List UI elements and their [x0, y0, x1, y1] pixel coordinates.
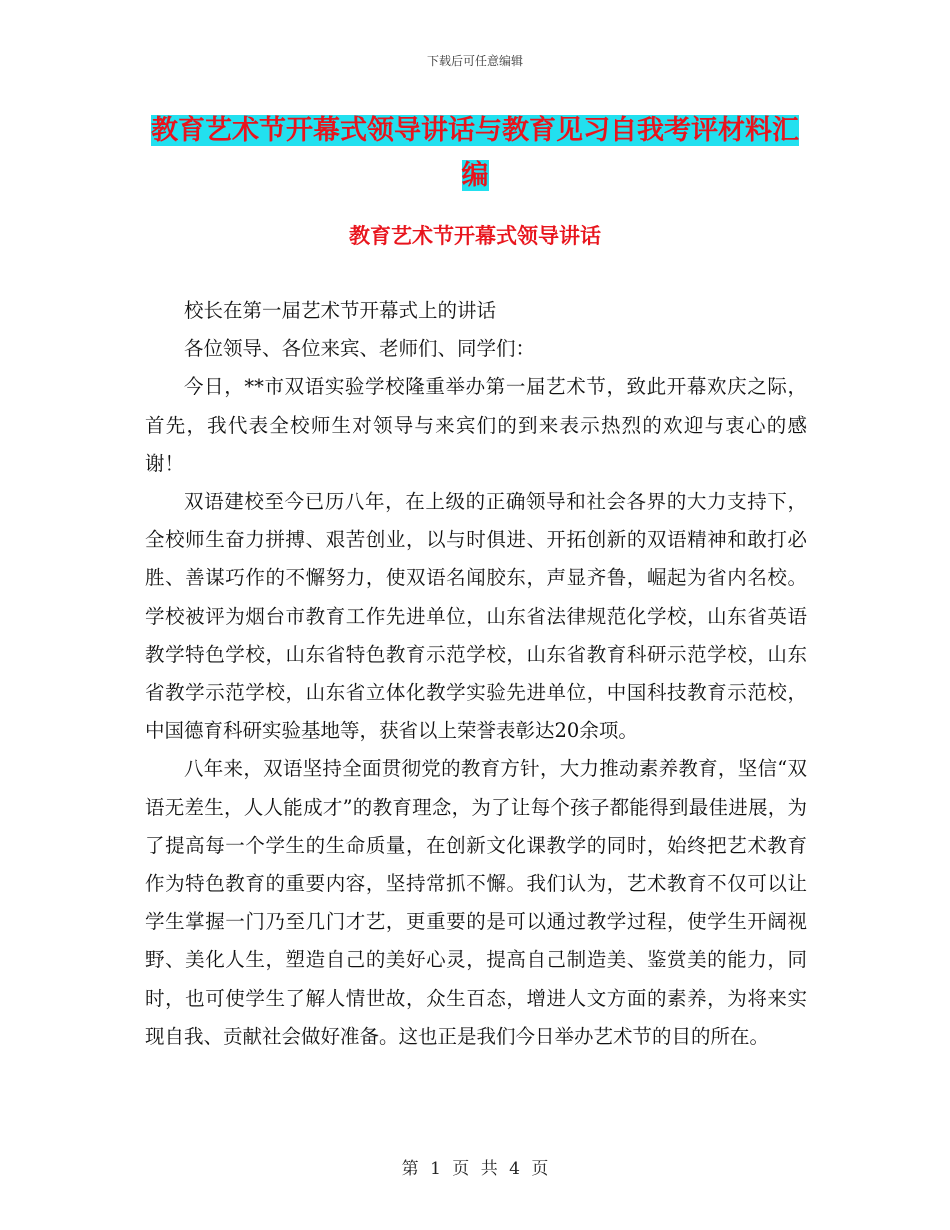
page-header-note: 下载后可任意编辑 — [426, 54, 523, 68]
paragraph: 今日，**市双语实验学校隆重举办第一届艺术节，致此开幕欢庆之际，首先，我代表全校师生对领导与来宾们的到来表示热烈的欢迎与衷心的感谢！ — [145, 375, 807, 475]
paragraph: 校长在第一届艺术节开幕式上的讲话 — [184, 299, 497, 322]
document-title — [145, 108, 805, 198]
paragraph: 双语建校至今已历八年，在上级的正确领导和社会各界的大力支持下，全校师生奋力拼搏、艰苦创业，以与时俱进、开拓创新的双语精神和敢打必胜、善谋巧作的不懈努力，使双语名闻胶东，声显齐鲁，崛起为省内名校。学校被评为烟台市教育工作先进单位，山东省法律规范化学校，山东省英语教学特色学校，山东省特色教育示范学校，山东省教育科研示范学校，山东省教学示范学校，山东省立体化教学实验先进单位，中国科技教育示范校，中国德育科研实验基地等，获省以上荣誉表彰达20余项。 — [145, 490, 807, 743]
section-title: 教育艺术节开幕式领导讲话 — [349, 224, 601, 248]
page-number-footer: 第 1 页 共 4 页 — [401, 1159, 549, 1179]
document-body — [145, 292, 807, 1056]
paragraph: 八年来，双语坚持全面贯彻党的教育方针，大力推动素养教育，坚信“双语无差生，人人能成才”的教育理念，为了让每个孩子都能得到最佳进展，为了提高每一个学生的生命质量，在创新文化课教学的同时，始终把艺术教育作为特色教育的重要内容，坚持常抓不懈。我们认为，艺术教育不仅可以让学生掌握一门乃至几门才艺，更重要的是可以通过教学过程，使学生开阔视野、美化人生，塑造自己的美好心灵，提高自己制造美、鉴赏美的能力，同时，也可使学生了解人情世故，众生百态，增进人文方面的素养，为将来实现自我、贡献社会做好准备。这也正是我们今日举办艺术节的目的所在。 — [145, 757, 807, 1048]
document-title-text: 教育艺术节开幕式领导讲话与教育见习自我考评材料汇编 — [151, 115, 799, 191]
paragraph: 各位领导、各位来宾、老师们、同学们： — [184, 337, 536, 361]
